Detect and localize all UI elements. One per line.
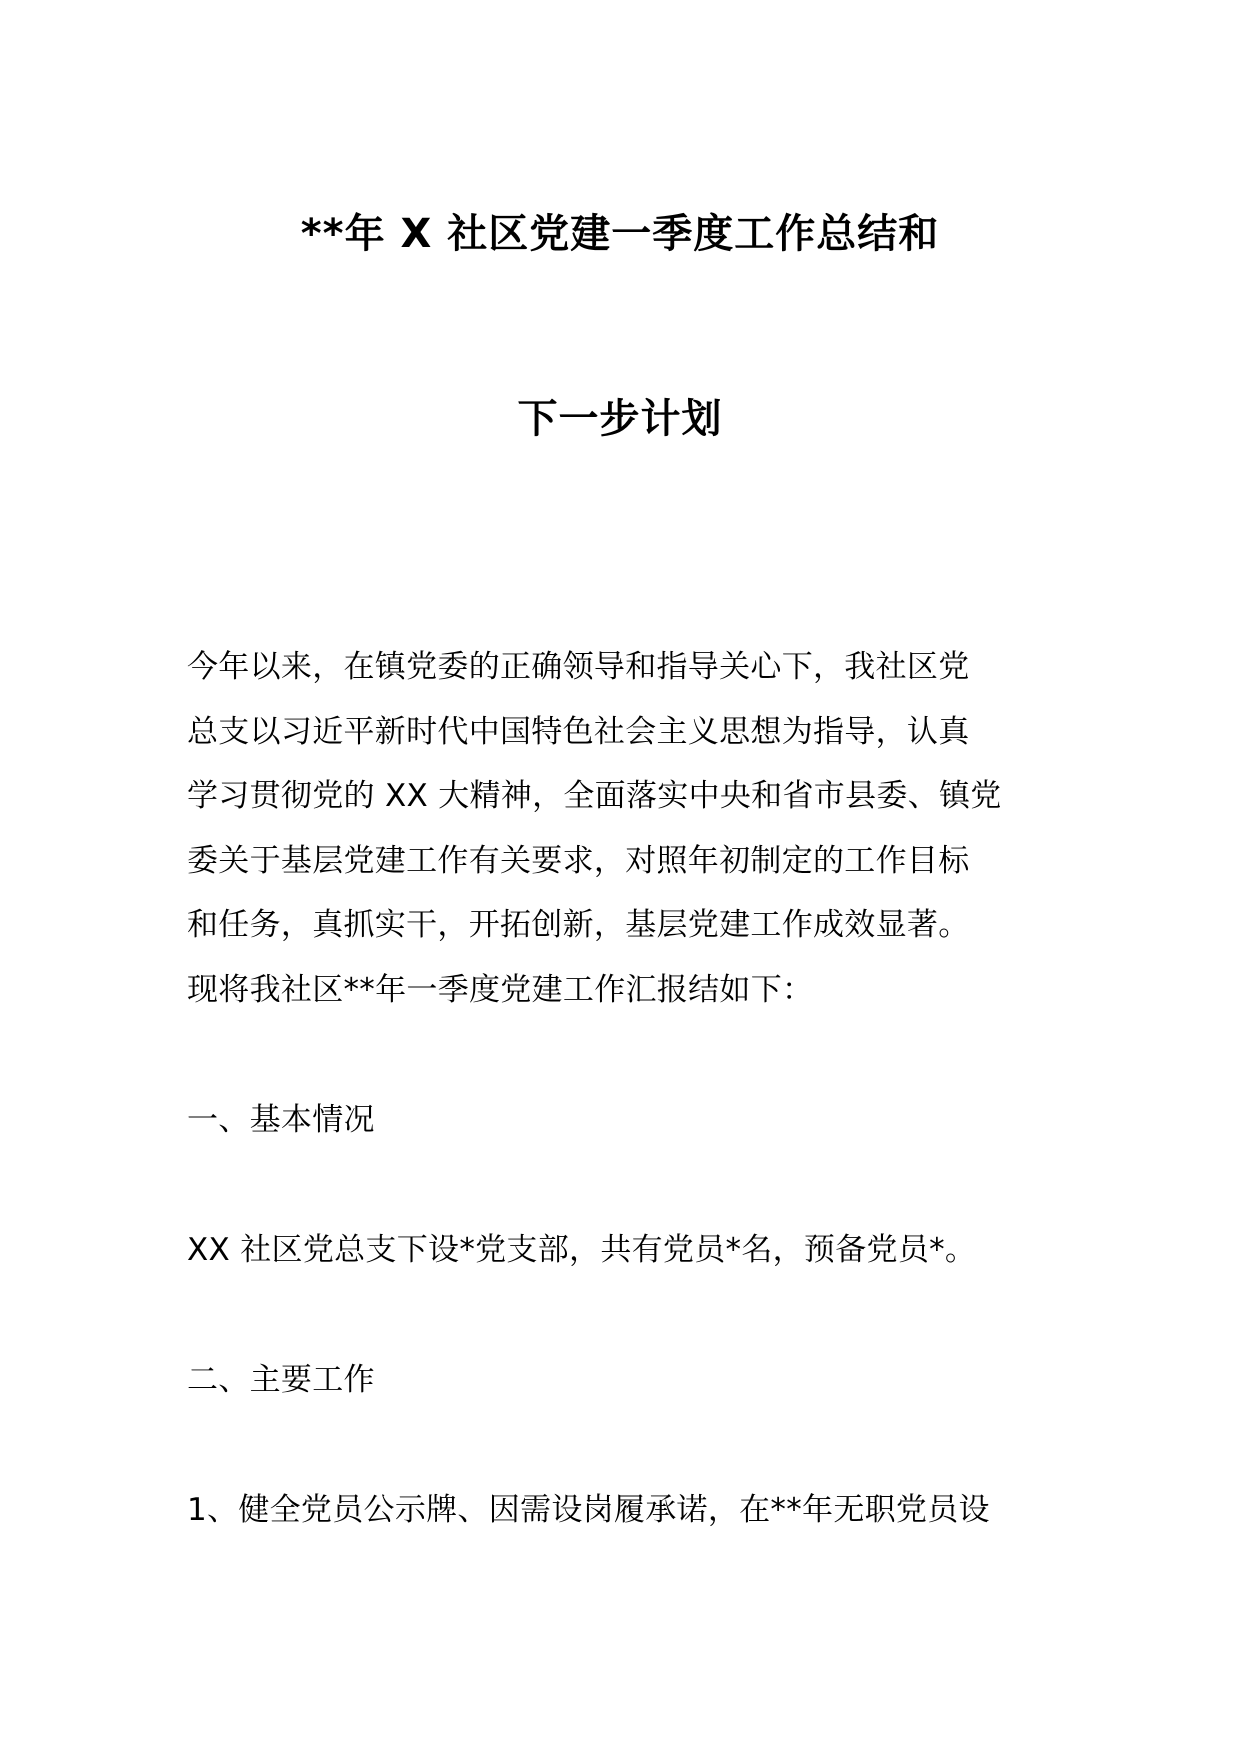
section-heading-basic-situation: 一、基本情况 [187,1102,375,1138]
main-work-item-1: 1、健全党员公示牌、因需设岗履承诺，在**年无职党员设 [187,1492,990,1528]
document-title-line-2: 下一步计划 [517,396,723,442]
intro-line-3: 学习贯彻党的 XX 大精神，全面落实中央和省市县委、镇党 [187,778,1002,814]
intro-line-2: 总支以习近平新时代中国特色社会主义思想为指导，认真 [187,713,970,750]
document-title-line-1: **年 X 社区党建一季度工作总结和 [300,211,940,257]
intro-line-4: 委关于基层党建工作有关要求，对照年初制定的工作目标 [187,842,970,879]
intro-line-6: 现将我社区**年一季度党建工作汇报结如下： [187,971,814,1008]
basic-situation-text: XX 社区党总支下设*党支部，共有党员*名，预备党员*。 [187,1232,977,1268]
intro-line-5: 和任务，真抓实干，开拓创新，基层党建工作成效显著。 [187,907,970,943]
intro-line-1: 今年以来，在镇党委的正确领导和指导关心下，我社区党 [187,649,970,685]
section-heading-main-work: 二、主要工作 [187,1362,375,1398]
intro-paragraph [187,635,1057,1022]
